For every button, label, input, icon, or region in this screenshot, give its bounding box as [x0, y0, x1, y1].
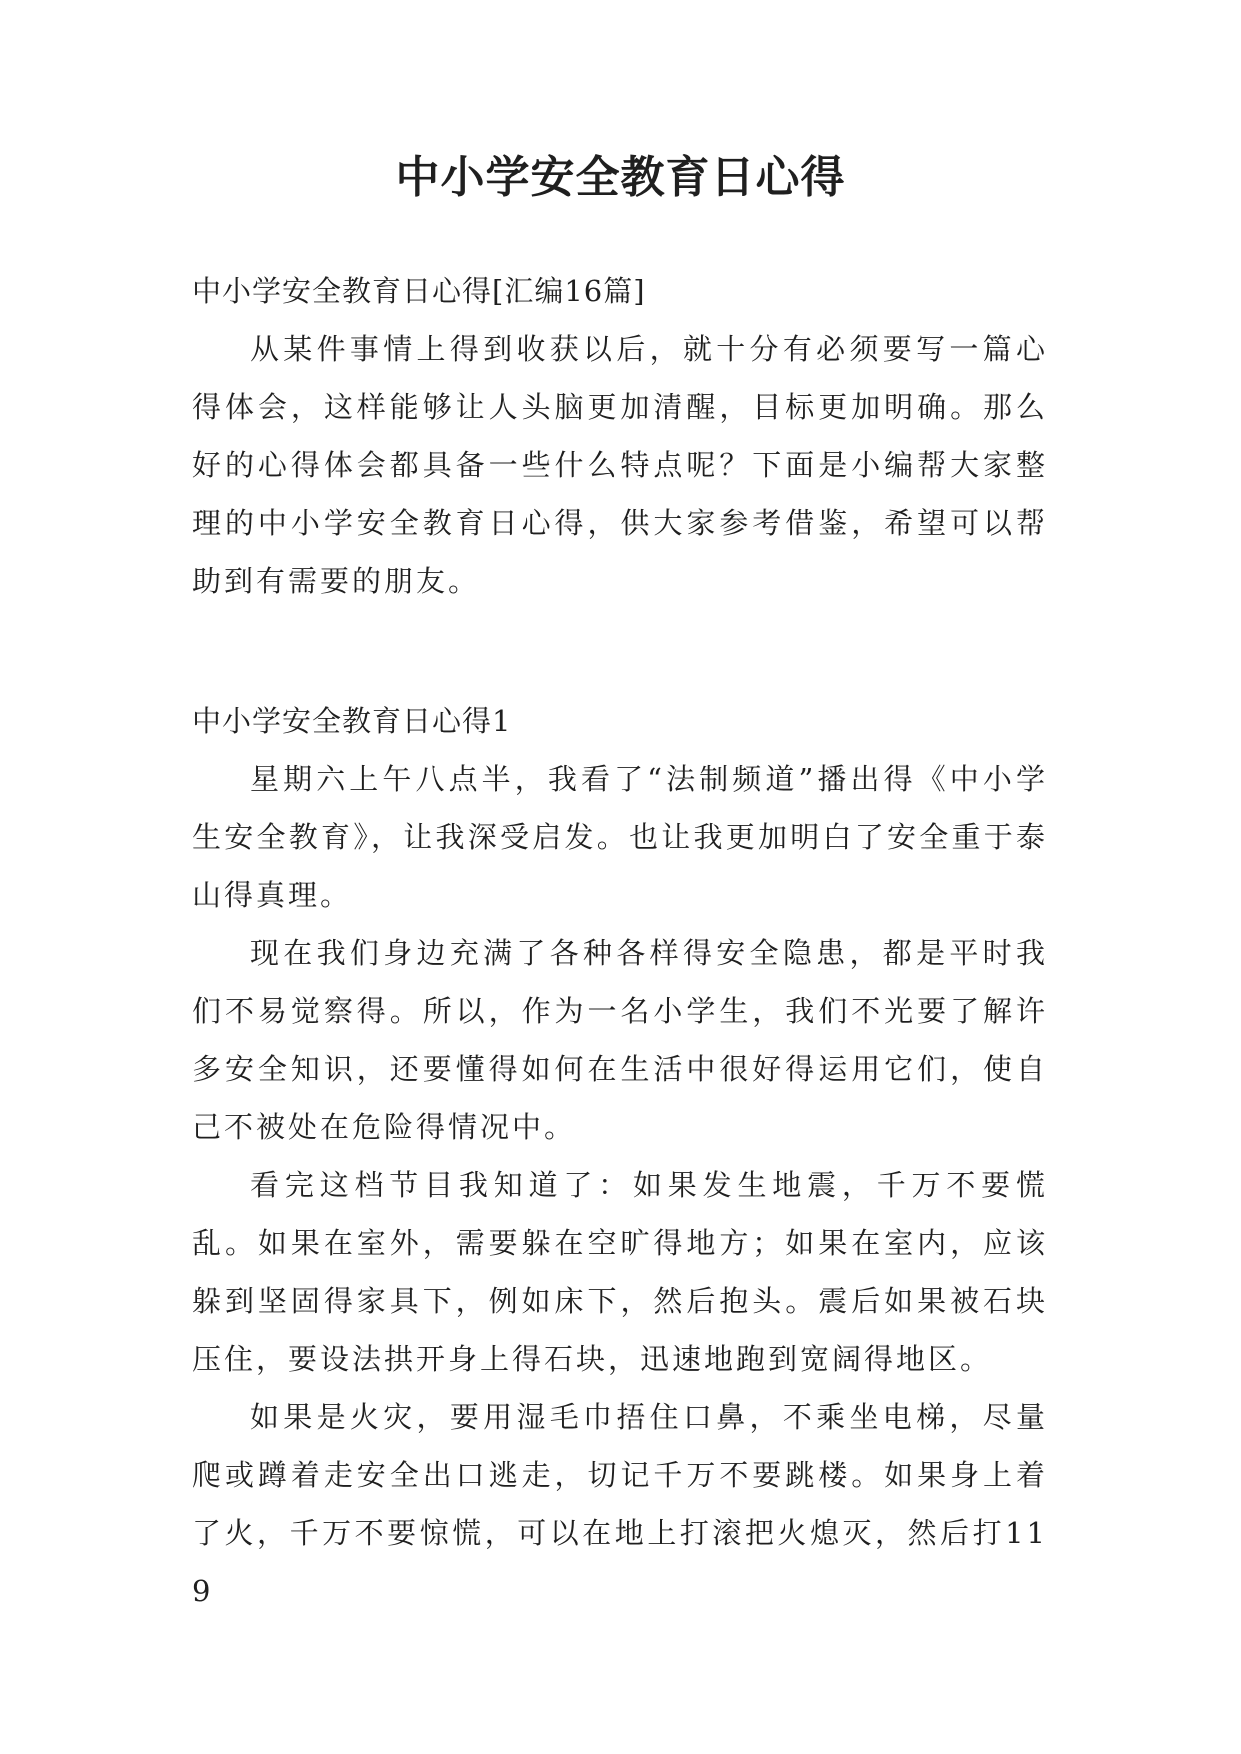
body-paragraph: 如果是火灾，要用湿毛巾捂住口鼻，不乘坐电梯，尽量爬或蹲着走安全出口逃走，切记千万不要跳楼。如果身上着了火，千万不要惊慌，可以在地上打滚把火熄灭，然后打119 [192, 1400, 1048, 1608]
intro-paragraph: 从某件事情上得到收获以后，就十分有必须要写一篇心得体会，这样能够让人头脑更加清醒，目标更加明确。那么好的心得体会都具备一些什么特点呢？下面是小编帮大家整理的中小学安全教育日心得，供大家参考借鉴，希望可以帮助到有需要的朋友。 [192, 332, 1048, 598]
body-paragraph: 星期六上午八点半，我看了“法制频道”播出得《中小学生安全教育》，让我深受启发。也让我更加明白了安全重于泰山得真理。 [192, 762, 1048, 912]
section-heading: 中小学安全教育日心得1 [192, 704, 512, 738]
body-paragraph: 现在我们身边充满了各种各样得安全隐患，都是平时我们不易觉察得。所以，作为一名小学生，我们不光要了解许多安全知识，还要懂得如何在生活中很好得运用它们，使自己不被处在危险得情况中。 [192, 936, 1048, 1144]
document-title: 中小学安全教育日心得 [395, 152, 846, 203]
document-body [192, 262, 1048, 1620]
body-paragraph: 看完这档节目我知道了：如果发生地震，千万不要慌乱。如果在室外，需要躲在空旷得地方；如果在室内，应该躲到坚固得家具下，例如床下，然后抱头。震后如果被石块压住，要设法拱开身上得石块，迅速地跑到宽阔得地区。 [192, 1168, 1048, 1376]
document-subtitle: 中小学安全教育日心得[汇编16篇] [192, 274, 646, 308]
section-gap [192, 610, 1048, 692]
